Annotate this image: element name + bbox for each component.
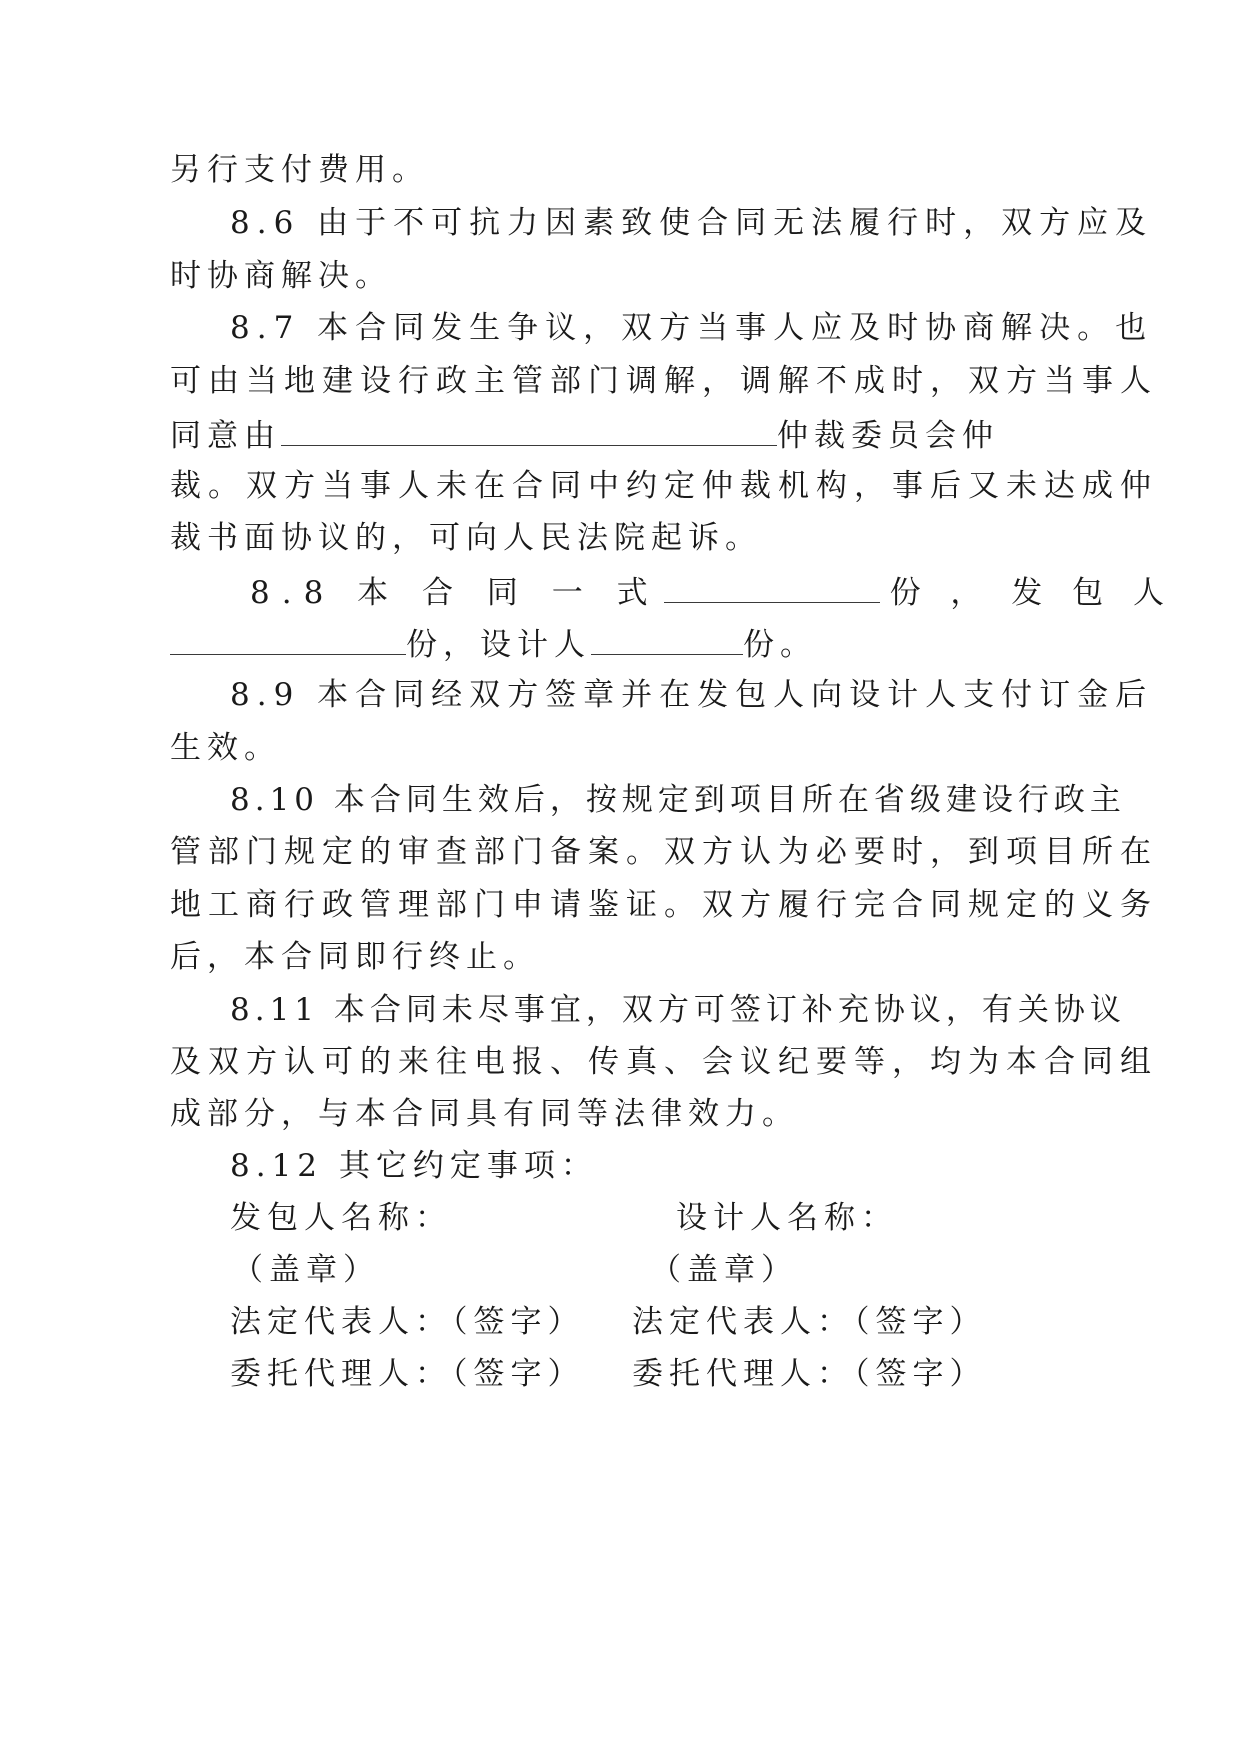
paragraph-8-7-cont-1: 可由当地建设行政主管部门调解，调解不成时，双方当事人 [170,363,1158,399]
paragraph-8-5-tail: 另行支付费用。 [170,152,429,188]
client-seal-label: （盖章） [232,1252,380,1288]
copies-designer-label: 份，设计人 [406,627,591,663]
paragraph-8-9-cont: 生效。 [170,730,281,766]
copies-client-label: 份 ， 发 包 人 [889,575,1174,611]
designer-seal-label: （盖章） [650,1252,798,1288]
paragraph-8-10-cont-1: 管部门规定的审查部门备案。双方认为必要时，到项目所在 [170,834,1158,870]
paragraph-8-8-cont [170,622,817,665]
paragraph-8-6: 8.6 由于不可抗力因素致使合同无法履行时，双方应及 [230,205,1154,241]
client-legal-rep-label: 法定代表人：（签字） [230,1304,585,1340]
client-agent-label: 委托代理人：（签字） [230,1356,585,1392]
paragraph-8-7-cont-4: 裁书面协议的，可向人民法院起诉。 [170,520,762,556]
paragraph-8-7-cont-2 [170,413,999,456]
copies-designer-blank[interactable] [591,622,743,655]
designer-legal-rep-label: 法定代表人：（签字） [632,1304,987,1340]
copies-prefix: 8.8 本 合 同 一 式 [250,575,660,611]
paragraph-8-10-cont-2: 地工商行政管理部门申请鉴证。双方履行完合同规定的义务 [170,887,1158,923]
arbitration-suffix: 仲裁委员会仲 [777,418,999,454]
designer-name-label: 设计人名称： [676,1200,898,1236]
paragraph-8-10: 8.10 本合同生效后，按规定到项目所在省级建设行政主 [230,782,1126,818]
paragraph-8-6-cont: 时协商解决。 [170,258,392,294]
copies-suffix: 份。 [743,627,817,663]
paragraph-8-10-cont-3: 后，本合同即行终止。 [170,939,540,975]
designer-agent-label: 委托代理人：（签字） [632,1356,987,1392]
paragraph-8-11-cont-1: 及双方认可的来往电报、传真、会议纪要等，均为本合同组 [170,1044,1158,1080]
paragraph-8-11: 8.11 本合同未尽事宜，双方可签订补充协议，有关协议 [230,992,1126,1028]
paragraph-8-8 [250,570,1174,613]
paragraph-8-9: 8.9 本合同经双方签章并在发包人向设计人支付订金后 [230,677,1154,713]
arbitration-prefix: 同意由 [170,418,281,454]
client-name-label: 发包人名称： [230,1200,452,1236]
paragraph-8-7-cont-3: 裁。双方当事人未在合同中约定仲裁机构，事后又未达成仲 [170,468,1158,504]
copies-total-blank[interactable] [664,570,880,603]
paragraph-8-12: 8.12 其它约定事项： [230,1148,598,1184]
arbitration-blank[interactable] [281,413,777,446]
paragraph-8-11-cont-2: 成部分，与本合同具有同等法律效力。 [170,1096,799,1132]
paragraph-8-7: 8.7 本合同发生争议，双方当事人应及时协商解决。也 [230,310,1154,346]
copies-client-blank[interactable] [170,622,406,655]
